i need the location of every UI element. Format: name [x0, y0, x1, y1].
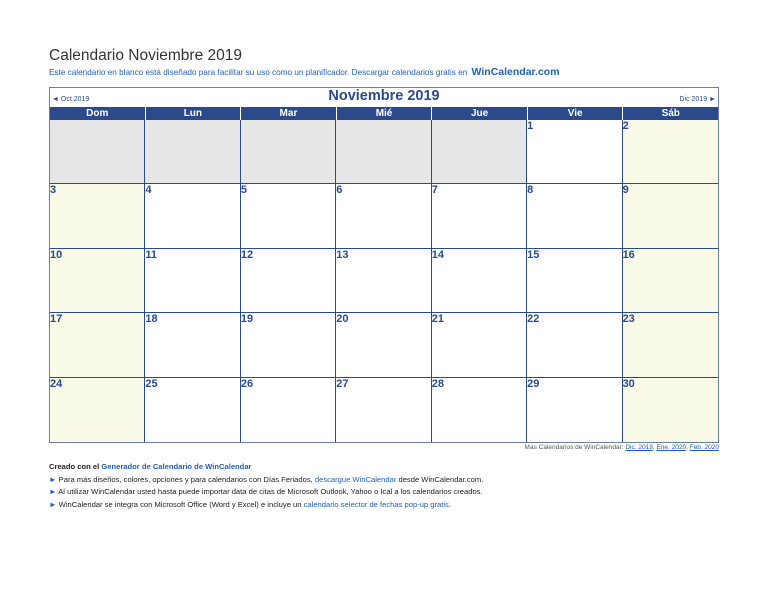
day-number: 25	[145, 377, 158, 390]
day-number: 19	[240, 313, 254, 326]
note-text: WinCalendar se integra con Microsoft Office (Word y Excel) e incluye un	[58, 499, 302, 509]
note-text: Al utilizar WinCalendar usted hasta puede importar data de citas de Microsoft Outlook, Yahoo o Ical a los calendarios creados.	[58, 487, 483, 496]
day-number: 22	[527, 313, 540, 326]
day-number: 17	[50, 313, 63, 326]
subtitle-text: Este calendario en blanco está diseñado para facilitar su uso como un planificador. Descargar calendarios gratis en	[49, 68, 468, 77]
calendar-day-cell[interactable]	[50, 378, 145, 442]
day-number: 30	[622, 377, 635, 390]
calendar-day-cell[interactable]	[623, 249, 718, 313]
page-title: Calendario Noviembre 2019	[49, 47, 243, 64]
day-number: 12	[240, 248, 254, 261]
calendar-day-cell[interactable]	[432, 249, 527, 313]
calendar-day-cell[interactable]	[432, 313, 527, 377]
note-item	[49, 475, 483, 488]
calendar-day-cell[interactable]	[241, 249, 336, 313]
day-number: 9	[622, 184, 629, 197]
calendar-day-cell[interactable]	[50, 184, 145, 248]
more-calendars-label: Mas Calendarios de WinCalendar:	[524, 444, 624, 451]
calendar-day-cell[interactable]	[336, 249, 431, 313]
wincalendar-link[interactable]: WinCalendar.com	[471, 66, 560, 78]
day-number: 27	[336, 377, 349, 390]
note-item	[49, 487, 483, 500]
calendar-day-cell[interactable]	[432, 378, 527, 442]
more-calendar-link[interactable]: Ene. 2020	[656, 444, 687, 451]
day-number: 2	[622, 120, 629, 132]
calendar-day-cell[interactable]	[50, 249, 145, 313]
weekday-label: Sáb	[661, 108, 680, 119]
weekday-header-row	[50, 107, 718, 120]
calendar-day-cell[interactable]	[527, 313, 622, 377]
day-number: 20	[336, 313, 349, 326]
day-number: 3	[50, 184, 57, 197]
month-title: Noviembre 2019	[328, 88, 440, 104]
day-number: 18	[145, 313, 158, 326]
note-text: .	[448, 499, 451, 509]
day-number: 5	[240, 184, 247, 197]
day-number: 4	[145, 184, 152, 197]
weekday-label: Vie	[528, 107, 624, 120]
day-number: 13	[336, 248, 349, 261]
day-number: 28	[431, 377, 444, 390]
bullet-arrow-icon: ►	[49, 487, 57, 496]
calendar-header	[50, 88, 718, 107]
day-number: 29	[527, 377, 540, 390]
calendar-day-cell[interactable]	[623, 378, 718, 442]
day-number: 11	[145, 248, 158, 261]
day-number: 8	[527, 184, 534, 197]
weekday-label: Jue	[432, 107, 528, 120]
day-number: 23	[622, 313, 635, 326]
day-number: 7	[431, 184, 438, 197]
calendar-grid	[50, 120, 718, 442]
footer-notes	[49, 462, 483, 512]
generator-link[interactable]: Generador de Calendario de WinCalendar	[101, 462, 252, 471]
weekday-label: Mié	[337, 107, 433, 120]
day-number: 24	[50, 377, 63, 390]
calendar-day-cell[interactable]	[241, 378, 336, 442]
calendar-empty-cell	[336, 120, 431, 184]
day-number: 21	[431, 313, 444, 326]
calendar-day-cell[interactable]	[50, 313, 145, 377]
calendar-day-cell[interactable]	[623, 184, 718, 248]
calendar-day-cell[interactable]	[527, 184, 622, 248]
calendar-empty-cell	[241, 120, 336, 184]
day-number: 16	[622, 248, 635, 261]
download-link[interactable]: descargue WinCalendar	[314, 474, 397, 484]
day-number: 14	[431, 248, 444, 261]
calendar-day-cell[interactable]	[241, 313, 336, 377]
more-calendar-link[interactable]: Feb. 2020	[689, 444, 719, 451]
page-subtitle	[49, 66, 560, 78]
calendar-day-cell[interactable]	[336, 184, 431, 248]
more-calendars: Mas Calendarios de WinCalendar: Dic. 2019, Ene. 2020, Feb. 2020	[524, 444, 719, 451]
weekday-label: Dom	[50, 107, 146, 120]
day-number: 6	[336, 184, 343, 197]
calendar-day-cell[interactable]	[623, 313, 718, 377]
datepicker-link[interactable]: calendario selector de fechas pop-up gratis	[303, 499, 449, 509]
note-item	[49, 500, 483, 513]
calendar-empty-cell	[145, 120, 240, 184]
created-prefix: Creado con el	[49, 462, 100, 471]
bullet-arrow-icon: ►	[49, 474, 57, 484]
calendar	[49, 87, 719, 443]
weekday-label: Lun	[146, 107, 242, 120]
calendar-day-cell[interactable]	[336, 313, 431, 377]
prev-month-link[interactable]: ◄ Oct 2019	[52, 96, 90, 103]
day-number: 26	[240, 377, 254, 390]
calendar-day-cell[interactable]	[623, 120, 718, 184]
calendar-day-cell[interactable]	[432, 184, 527, 248]
day-number: 10	[50, 248, 63, 261]
more-calendar-link[interactable]: Dic. 2019	[625, 444, 653, 451]
note-text: desde WinCalendar.com.	[398, 474, 484, 484]
calendar-day-cell[interactable]	[145, 249, 240, 313]
note-text: Para más diseños, colores, opciones y para calendarios con Días Feriados,	[58, 474, 313, 484]
calendar-day-cell[interactable]	[241, 184, 336, 248]
calendar-day-cell[interactable]	[336, 378, 431, 442]
calendar-day-cell[interactable]	[145, 313, 240, 377]
calendar-day-cell[interactable]	[527, 120, 622, 184]
calendar-day-cell[interactable]	[527, 249, 622, 313]
calendar-empty-cell	[432, 120, 527, 184]
calendar-empty-cell	[50, 120, 145, 184]
bullet-arrow-icon: ►	[49, 499, 57, 509]
next-month-link[interactable]: Dic 2019 ►	[679, 96, 716, 103]
calendar-day-cell[interactable]	[145, 378, 240, 442]
day-number: 15	[527, 248, 540, 261]
day-number: 1	[527, 120, 534, 132]
weekday-label: Mar	[241, 107, 337, 120]
created-with-line	[49, 462, 483, 475]
calendar-day-cell[interactable]	[145, 184, 240, 248]
calendar-day-cell[interactable]	[527, 378, 622, 442]
